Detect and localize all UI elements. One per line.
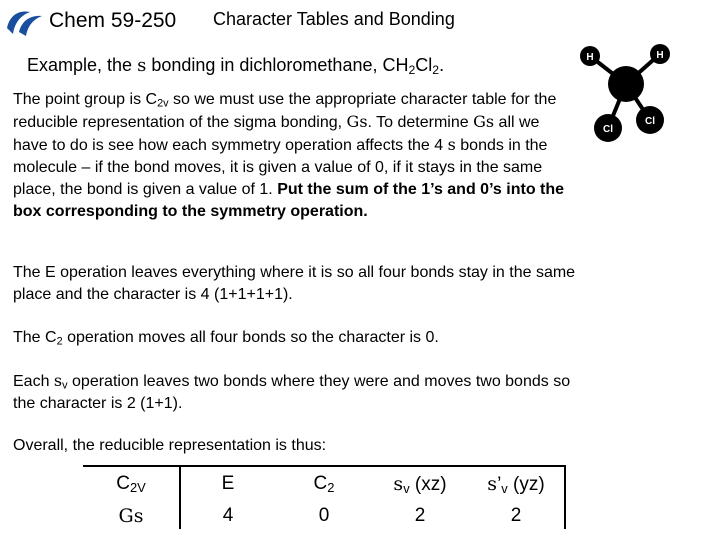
e-operation-paragraph: The E operation leaves everything where it is so all four bonds stay in the same place and the character is 4 (1+1+1+1). (13, 264, 576, 303)
op-e: E (221, 473, 235, 494)
course-title: Chem 59-250 (49, 9, 177, 32)
character-e: 4 (222, 505, 234, 526)
atom-label-h-right: H (656, 50, 664, 61)
op-c2: $C_2$ (313, 473, 335, 496)
sigma-symbol: s (447, 135, 456, 154)
table-right-border (564, 465, 566, 529)
character-c2: 0 (318, 505, 330, 526)
atom-label-cl-left: Cl (603, 124, 613, 135)
explanation-paragraph: The point group is $C_{2v}$ so we must use the appropriate character table for the reducible representation of the sigma bonding, Gs. To determine Gs all we have to do is see how each symmetry operation affects the 4 s bonds in the molecule – if the bond moves, it is given a value of 0, if it stays in the same place, the bond is given a value of 1. Put the sum of the 1’s and 0’s into the box corresponding to the symmetry operation. (13, 91, 565, 220)
character-sigma-v-prime: 2 (510, 505, 522, 526)
carbon-atom (608, 66, 644, 102)
example-heading: Example, the s bonding in dichloromethane, $CH_2Cl_2$. (27, 55, 445, 78)
sigma-v-operation-paragraph: Each $s_v$ operation leaves two bonds where they were and moves two bonds so the character is 2 (1+1). (13, 371, 571, 412)
op-sigma-v-xz: $s_v$ (xz) (393, 473, 447, 497)
page-title: Character Tables and Bonding (213, 9, 455, 29)
point-group-label: $C_{2V}$ (116, 473, 146, 496)
atom-label-cl-right: Cl (645, 116, 655, 127)
reducible-representation-table (83, 465, 566, 529)
gamma-sigma-symbol: Gs (473, 112, 495, 131)
chem-logo-icon (4, 8, 44, 38)
table-top-line (83, 465, 566, 467)
instruction-bold: Put the sum of the 1’s and 0’s into the box corresponding to the symmetry operation. (13, 181, 565, 220)
dichloromethane-molecule-diagram (578, 36, 678, 166)
op-sigma-v-prime-yz: $s’_v$ (yz) (487, 473, 545, 497)
character-sigma-v: 2 (414, 505, 426, 526)
sigma-symbol: s (137, 55, 147, 76)
summary-paragraph: Overall, the reducible representation is thus: (13, 437, 327, 454)
atom-label-h-left: H (586, 52, 594, 63)
gamma-sigma-row-label: Gs (118, 505, 144, 527)
gamma-sigma-symbol: Gs (346, 112, 368, 131)
c2-operation-paragraph: The $C_2$ operation moves all four bonds so the character is 0. (13, 329, 439, 348)
